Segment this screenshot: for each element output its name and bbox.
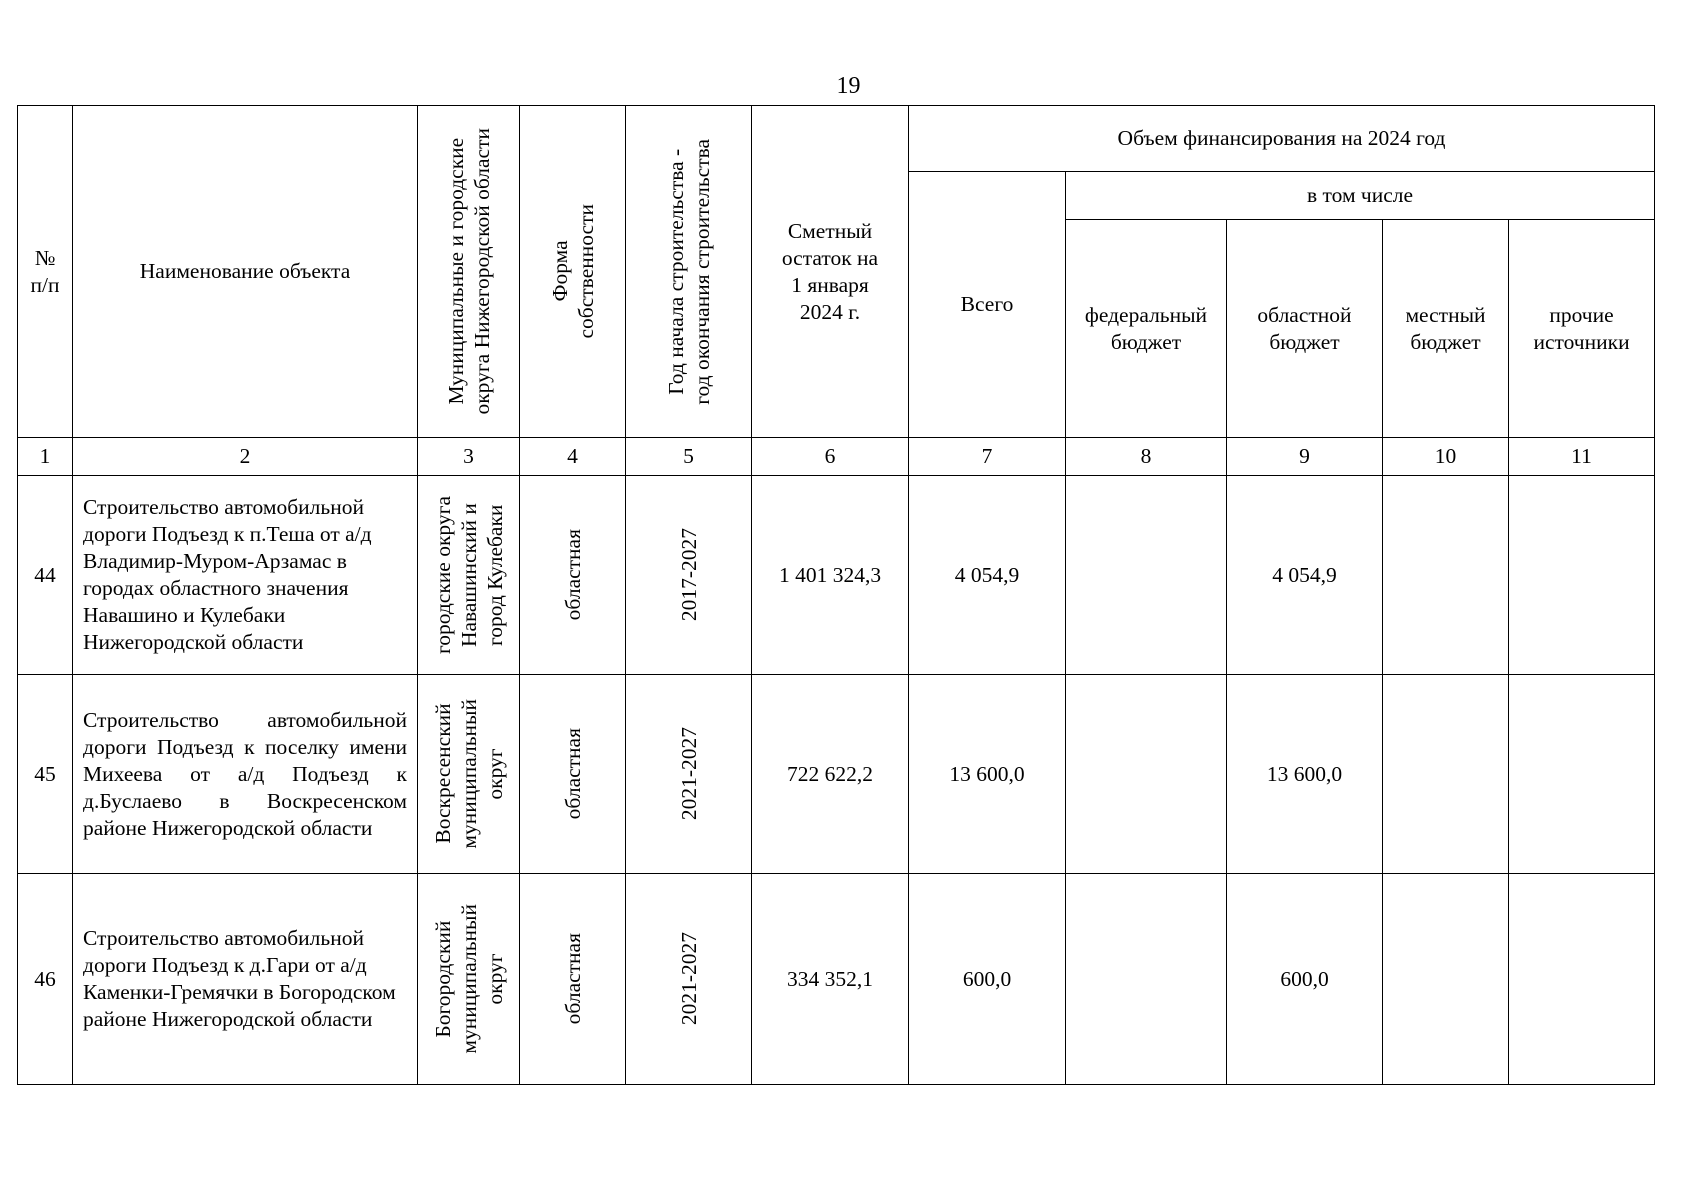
column-number: 5 xyxy=(626,438,752,476)
row-total: 13 600,0 xyxy=(909,675,1066,874)
header-municipal: Муниципальные и городские округа Нижегородской области xyxy=(418,106,520,438)
column-number: 4 xyxy=(520,438,626,476)
row-ownership: областная xyxy=(520,476,626,675)
table-row xyxy=(18,874,1655,1085)
column-number: 9 xyxy=(1227,438,1383,476)
column-number: 11 xyxy=(1509,438,1655,476)
table-row xyxy=(18,675,1655,874)
row-other xyxy=(1509,675,1655,874)
row-federal xyxy=(1066,874,1227,1085)
row-years: 2021-2027 xyxy=(626,675,752,874)
row-total: 4 054,9 xyxy=(909,476,1066,675)
row-local xyxy=(1383,874,1509,1085)
row-ownership: областная xyxy=(520,675,626,874)
row-regional: 13 600,0 xyxy=(1227,675,1383,874)
header-estimate: Сметный остаток на 1 января 2024 г. xyxy=(752,106,909,438)
row-years: 2017-2027 xyxy=(626,476,752,675)
row-estimate: 334 352,1 xyxy=(752,874,909,1085)
row-estimate: 722 622,2 xyxy=(752,675,909,874)
column-number: 6 xyxy=(752,438,909,476)
header-years: Год начала строительства - год окончания строительства xyxy=(626,106,752,438)
row-ownership: областная xyxy=(520,874,626,1085)
row-estimate: 1 401 324,3 xyxy=(752,476,909,675)
row-num: 46 xyxy=(18,874,73,1085)
investment-table xyxy=(17,105,1655,1085)
header-local: местный бюджет xyxy=(1383,220,1509,438)
row-num: 44 xyxy=(18,476,73,675)
column-numbers-row xyxy=(18,438,1655,476)
header-name: Наименование объекта xyxy=(73,106,418,438)
row-federal xyxy=(1066,476,1227,675)
column-number: 2 xyxy=(73,438,418,476)
row-other xyxy=(1509,874,1655,1085)
header-num: № п/п xyxy=(18,106,73,438)
column-number: 3 xyxy=(418,438,520,476)
column-number: 8 xyxy=(1066,438,1227,476)
row-federal xyxy=(1066,675,1227,874)
header-regional: областной бюджет xyxy=(1227,220,1383,438)
page-number: 19 xyxy=(836,73,861,99)
header-ownership: Форма собственности xyxy=(520,106,626,438)
row-local xyxy=(1383,476,1509,675)
row-other xyxy=(1509,476,1655,675)
header-other: прочие источники xyxy=(1509,220,1655,438)
row-object-name: Строительство автомобильной дороги Подъезд к поселку имени Михеева от а/д Подъезд к д.Буслаево в Воскресенском районе Нижегородской области xyxy=(73,675,418,874)
row-municipal: Богородский муниципальный округ xyxy=(418,874,520,1085)
row-num: 45 xyxy=(18,675,73,874)
header-including: в том числе xyxy=(1066,172,1655,220)
row-local xyxy=(1383,675,1509,874)
table-row xyxy=(18,476,1655,675)
header-federal: федеральный бюджет xyxy=(1066,220,1227,438)
row-object-name: Строительство автомобильной дороги Подъезд к п.Теша от а/д Владимир-Муром-Арзамас в городах областного значения Навашино и Кулебаки Нижегородской области xyxy=(73,476,418,675)
row-municipal: Воскресенский муниципальный округ xyxy=(418,675,520,874)
column-number: 10 xyxy=(1383,438,1509,476)
header-total: Всего xyxy=(909,172,1066,438)
row-regional: 600,0 xyxy=(1227,874,1383,1085)
column-number: 1 xyxy=(18,438,73,476)
row-municipal: городские округа Навашинский и город Кулебаки xyxy=(418,476,520,675)
row-years: 2021-2027 xyxy=(626,874,752,1085)
row-regional: 4 054,9 xyxy=(1227,476,1383,675)
header-row-1 xyxy=(18,106,1655,172)
row-total: 600,0 xyxy=(909,874,1066,1085)
row-object-name: Строительство автомобильной дороги Подъезд к д.Гари от а/д Каменки-Гремячки в Богородском районе Нижегородской области xyxy=(73,874,418,1085)
column-number: 7 xyxy=(909,438,1066,476)
header-financing-group: Объем финансирования на 2024 год xyxy=(909,106,1655,172)
